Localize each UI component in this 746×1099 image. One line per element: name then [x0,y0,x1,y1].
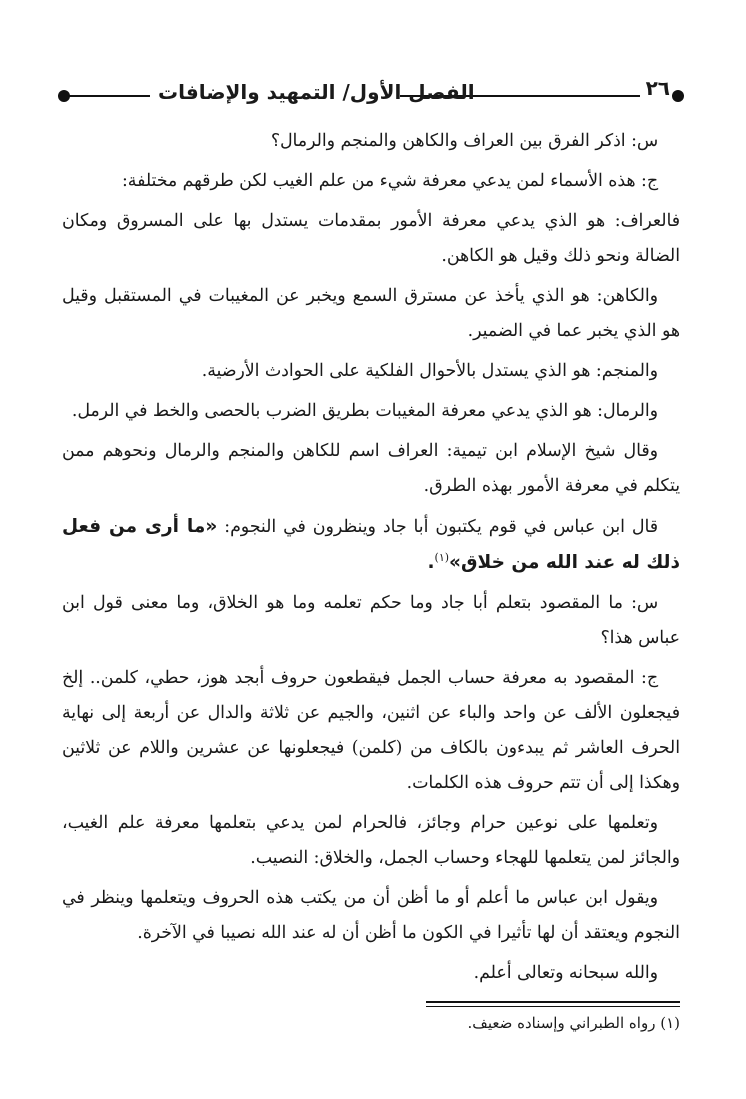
closing-line: والله سبحانه وتعالى أعلم. [473,963,658,983]
definition-arraf: فالعراف: هو الذي يدعي معرفة الأمور بمقدمات يستدل بها على المسروق ومكان الضالة ونحو ذلك وقيل هو الكاهن. [62,211,680,266]
definition-rammal: والرمال: هو الذي يدعي معرفة المغيبات بطريق الضرب بالحصى والخط في الرمل. [71,401,658,421]
footnote-rule [426,1001,680,1003]
footnote: (١) رواه الطبراني وإسناده ضعيف. [467,1014,680,1032]
chapter-title: الفصل الأول/ التمهيد والإضافات [158,80,475,104]
header-rule-left [66,95,150,97]
ibn-abbas-paragraph [62,509,680,581]
page-number: ٢٦ [645,76,670,100]
ibn-abbas-explanation: ويقول ابن عباس ما أعلم أو ما أظن أن من يكتب هذه الحروف ويتعلمها وينظر في النجوم ويعتقد أن لها تأثيرا في الكون ما أظن أن له عند الله نصيبا في الآخرة. [62,888,680,943]
answer-2: ج: المقصود به معرفة حساب الجمل فيقطعون حروف أبجد هوز، حطي، كلمن.. إلخ فيجعلون الألف عن واحد والباء عن اثنين، والجيم عن ثلاثة والدال عن أربعة إلى نهاية الحرف العاشر ثم يبدءون بالكاف من (كلمن) فيجعلونها عن عشرين واللام عن ثلاثين وهكذا إلى أن تتم حروف هذه الكلمات. [62,668,680,793]
ruling-paragraph: وتعلمها على نوعين حرام وجائز، فالحرام لمن يدعي بتعلمها معرفة علم الغيب، والجائز لمن يتعلمها للهجاء وحساب الجمل، والخلاق: النصيب. [62,813,680,868]
answer-1: ج: هذه الأسماء لمن يدعي معرفة شيء من علم الغيب لكن طرقهم مختلفة: [121,171,658,191]
footnote-rule-thin [426,1006,680,1007]
ibn-abbas-tail: . [427,552,435,573]
page-header [58,76,684,116]
question-2: س: ما المقصود بتعلم أبا جاد وما حكم تعلمه وما هو الخلاق، وما معنى قول ابن عباس هذا؟ [62,593,680,648]
question-1: س: اذكر الفرق بين العراف والكاهن والمنجم والرمال؟ [270,131,658,151]
ibn-taymiyya-quote: وقال شيخ الإسلام ابن تيمية: العراف اسم للكاهن والمنجم والرمال ونحوهم ممن يتكلم في معرفة الأمور بهذه الطرق. [62,441,680,496]
ibn-abbas-lead: قال ابن عباس في قوم يكتبون أبا جاد وينظرون في النجوم: [217,517,658,537]
footnote-ref: (١) [434,551,450,565]
header-dot-right [672,90,684,102]
definition-kahin: والكاهن: هو الذي يأخذ عن مسترق السمع ويخبر عن المغيبات في المستقبل وقيل هو الذي يخبر عما في الضمير. [62,286,680,341]
header-dot-left [58,90,70,102]
page-body [62,124,680,996]
ibn-abbas-quote: «ما أرى من فعل ذلك له عند الله من خلاق» [62,516,680,573]
definition-munajjim: والمنجم: هو الذي يستدل بالأحوال الفلكية على الحوادث الأرضية. [201,361,658,381]
